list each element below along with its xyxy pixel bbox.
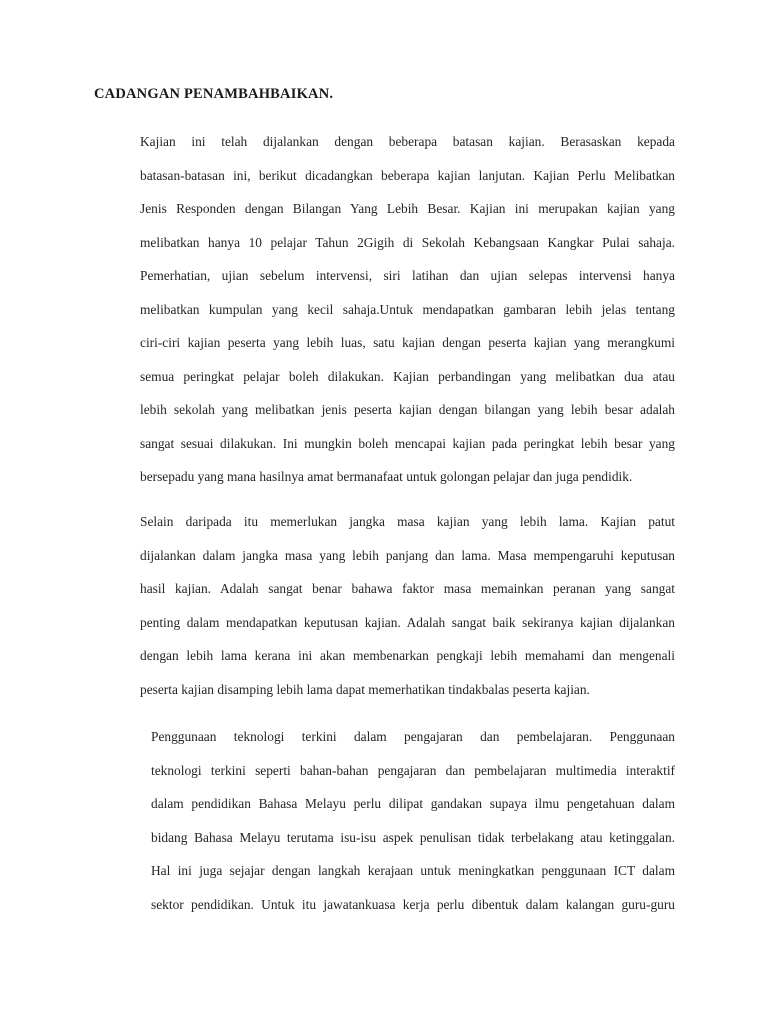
paragraph-3 xyxy=(93,720,675,921)
paragraph-line: ciri-ciri kajian peserta yang lebih luas, satu kajian dengan peserta kajian yang merangkumi xyxy=(140,335,675,350)
paragraph-line: peserta kajian disamping lebih lama dapat memerhatikan tindakbalas peserta kajian. xyxy=(140,681,590,697)
paragraph-line: Selain daripada itu memerlukan jangka masa kajian yang lebih lama. Kajian patut xyxy=(140,514,675,529)
paragraph-line: batasan-batasan ini, berikut dicadangkan beberapa kajian lanjutan. Kajian Perlu Melibatkan xyxy=(140,167,675,183)
paragraph-line: melibatkan hanya 10 pelajar Tahun 2Gigih di Sekolah Kebangsaan Kangkar Pulai sahaja. xyxy=(140,234,675,250)
paragraph-line: teknologi terkini seperti bahan-bahan pengajaran dan pembelajaran multimedia interaktif xyxy=(151,762,675,778)
paragraph-2 xyxy=(93,505,675,706)
paragraph-line: dijalankan dalam jangka masa yang lebih panjang dan lama. Masa mempengaruhi keputusan xyxy=(140,547,675,563)
paragraph-line: melibatkan kumpulan yang kecil sahaja.Untuk mendapatkan gambaran lebih jelas tentang xyxy=(140,301,675,317)
section-heading: CADANGAN PENAMBAHBAIKAN. xyxy=(94,86,334,102)
paragraph-line: penting dalam mendapatkan keputusan kajian. Adalah sangat baik sekiranya kajian dijalankan xyxy=(140,614,675,630)
paragraph-line: Penggunaan teknologi terkini dalam pengajaran dan pembelajaran. Penggunaan xyxy=(151,729,675,744)
paragraph-line: hasil kajian. Adalah sangat benar bahawa faktor masa memainkan peranan yang sangat xyxy=(140,581,675,596)
paragraph-line: Hal ini juga sejajar dengan langkah kerajaan untuk meningkatkan penggunaan ICT dalam xyxy=(151,863,675,878)
paragraph-line: bersepadu yang mana hasilnya amat bermanafaat untuk golongan pelajar dan juga pendidik. xyxy=(140,469,633,484)
paragraph-line: lebih sekolah yang melibatkan jenis peserta kajian dengan bilangan yang lebih besar adalah xyxy=(140,402,675,417)
paragraph-line: Jenis Responden dengan Bilangan Yang Lebih Besar. Kajian ini merupakan kajian yang xyxy=(140,201,675,216)
paragraph-line: dalam pendidikan Bahasa Melayu perlu dilipat gandakan supaya ilmu pengetahuan dalam xyxy=(151,796,675,811)
paragraph-line: sektor pendidikan. Untuk itu jawatankuasa kerja perlu dibentuk dalam kalangan guru-guru xyxy=(151,896,675,912)
paragraph-line: Kajian ini telah dijalankan dengan beberapa batasan kajian. Berasaskan kepada xyxy=(140,134,675,149)
paragraph-line: bidang Bahasa Melayu terutama isu-isu aspek penulisan tidak terbelakang atau ketinggalan. xyxy=(151,829,675,845)
paragraph-line: sangat sesuai dilakukan. Ini mungkin boleh mencapai kajian pada peringkat lebih besar yang xyxy=(140,435,675,451)
paragraph-1 xyxy=(93,125,675,494)
paragraph-line: semua peringkat pelajar boleh dilakukan. Kajian perbandingan yang melibatkan dua atau xyxy=(140,368,675,384)
paragraph-line: Pemerhatian, ujian sebelum intervensi, siri latihan dan ujian selepas intervensi hanya xyxy=(140,268,675,283)
paragraph-line: dengan lebih lama kerana ini akan membenarkan pengkaji lebih memahami dan mengenali xyxy=(140,648,675,663)
